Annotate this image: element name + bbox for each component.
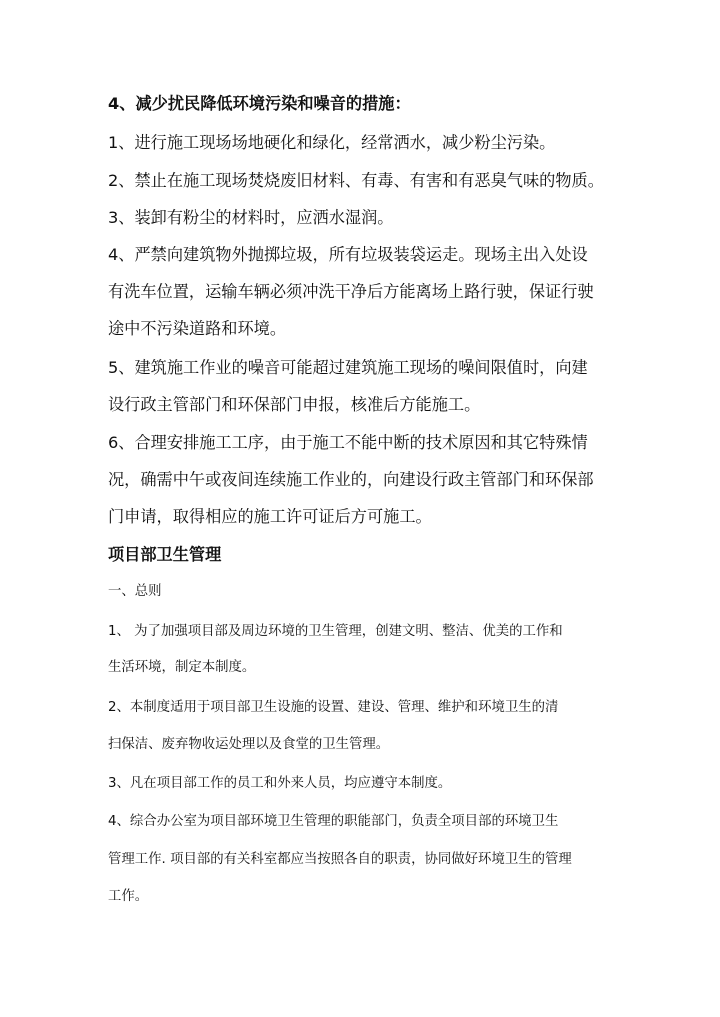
hygiene-title: 项目部卫生管理 [108,545,222,564]
measure-line: 6、合理安排施工工序，由于施工不能中断的技术原因和其它特殊情 [108,433,588,452]
hygiene-line: 扫保洁、废弃物收运处理以及食堂的卫生管理。 [108,737,390,752]
section-heading: 4、减少扰民降低环境污染和噪音的措施： [108,94,411,113]
hygiene-line: 2、本制度适用于项目部卫生设施的设置、建设、管理、维护和环境卫生的清 [108,700,559,715]
hygiene-line: 工作。 [108,889,149,904]
hygiene-line: 1、 为了加强项目部及周边环境的卫生管理，创建文明、整洁、优美的工作和 [108,624,563,639]
measure-line: 设行政主管部门和环保部门申报，核准后方能施工。 [108,395,481,414]
hygiene-line: 4、综合办公室为项目部环境卫生管理的职能部门，负责全项目部的环境卫生 [108,814,559,829]
measure-line: 门申请，取得相应的施工许可证后方可施工。 [108,507,432,526]
measure-line: 2、禁止在施工现场焚烧废旧材料、有毒、有害和有恶臭气味的物质。 [108,171,604,190]
hygiene-line: 管理工作. 项目部的有关科室都应当按照各自的职责，协同做好环境卫生的管理 [108,852,572,867]
measure-line: 途中不污染道路和环境。 [108,319,287,338]
measure-line: 1、进行施工现场场地硬化和绿化，经常洒水，减少粉尘污染。 [108,133,556,152]
measure-line: 5、建筑施工作业的噪音可能超过建筑施工现场的噪间限值时，向建 [108,358,588,377]
measure-line: 况，确需中午或夜间连续施工作业的，向建设行政主管部门和环保部 [108,470,594,489]
hygiene-line: 3、凡在项目部工作的员工和外来人员，均应遵守本制度。 [108,776,452,791]
measure-line: 有洗车位置，运输车辆必须冲洗干净后方能离场上路行驶，保证行驶 [108,282,594,301]
measure-line: 3、装卸有粉尘的材料时，应洒水湿润。 [108,208,394,227]
hygiene-line: 生活环境，制定本制度。 [108,660,256,675]
hygiene-subtitle: 一、总则 [108,584,162,599]
measure-line: 4、严禁向建筑物外抛掷垃圾，所有垃圾装袋运走。现场主出入处设 [108,245,588,264]
